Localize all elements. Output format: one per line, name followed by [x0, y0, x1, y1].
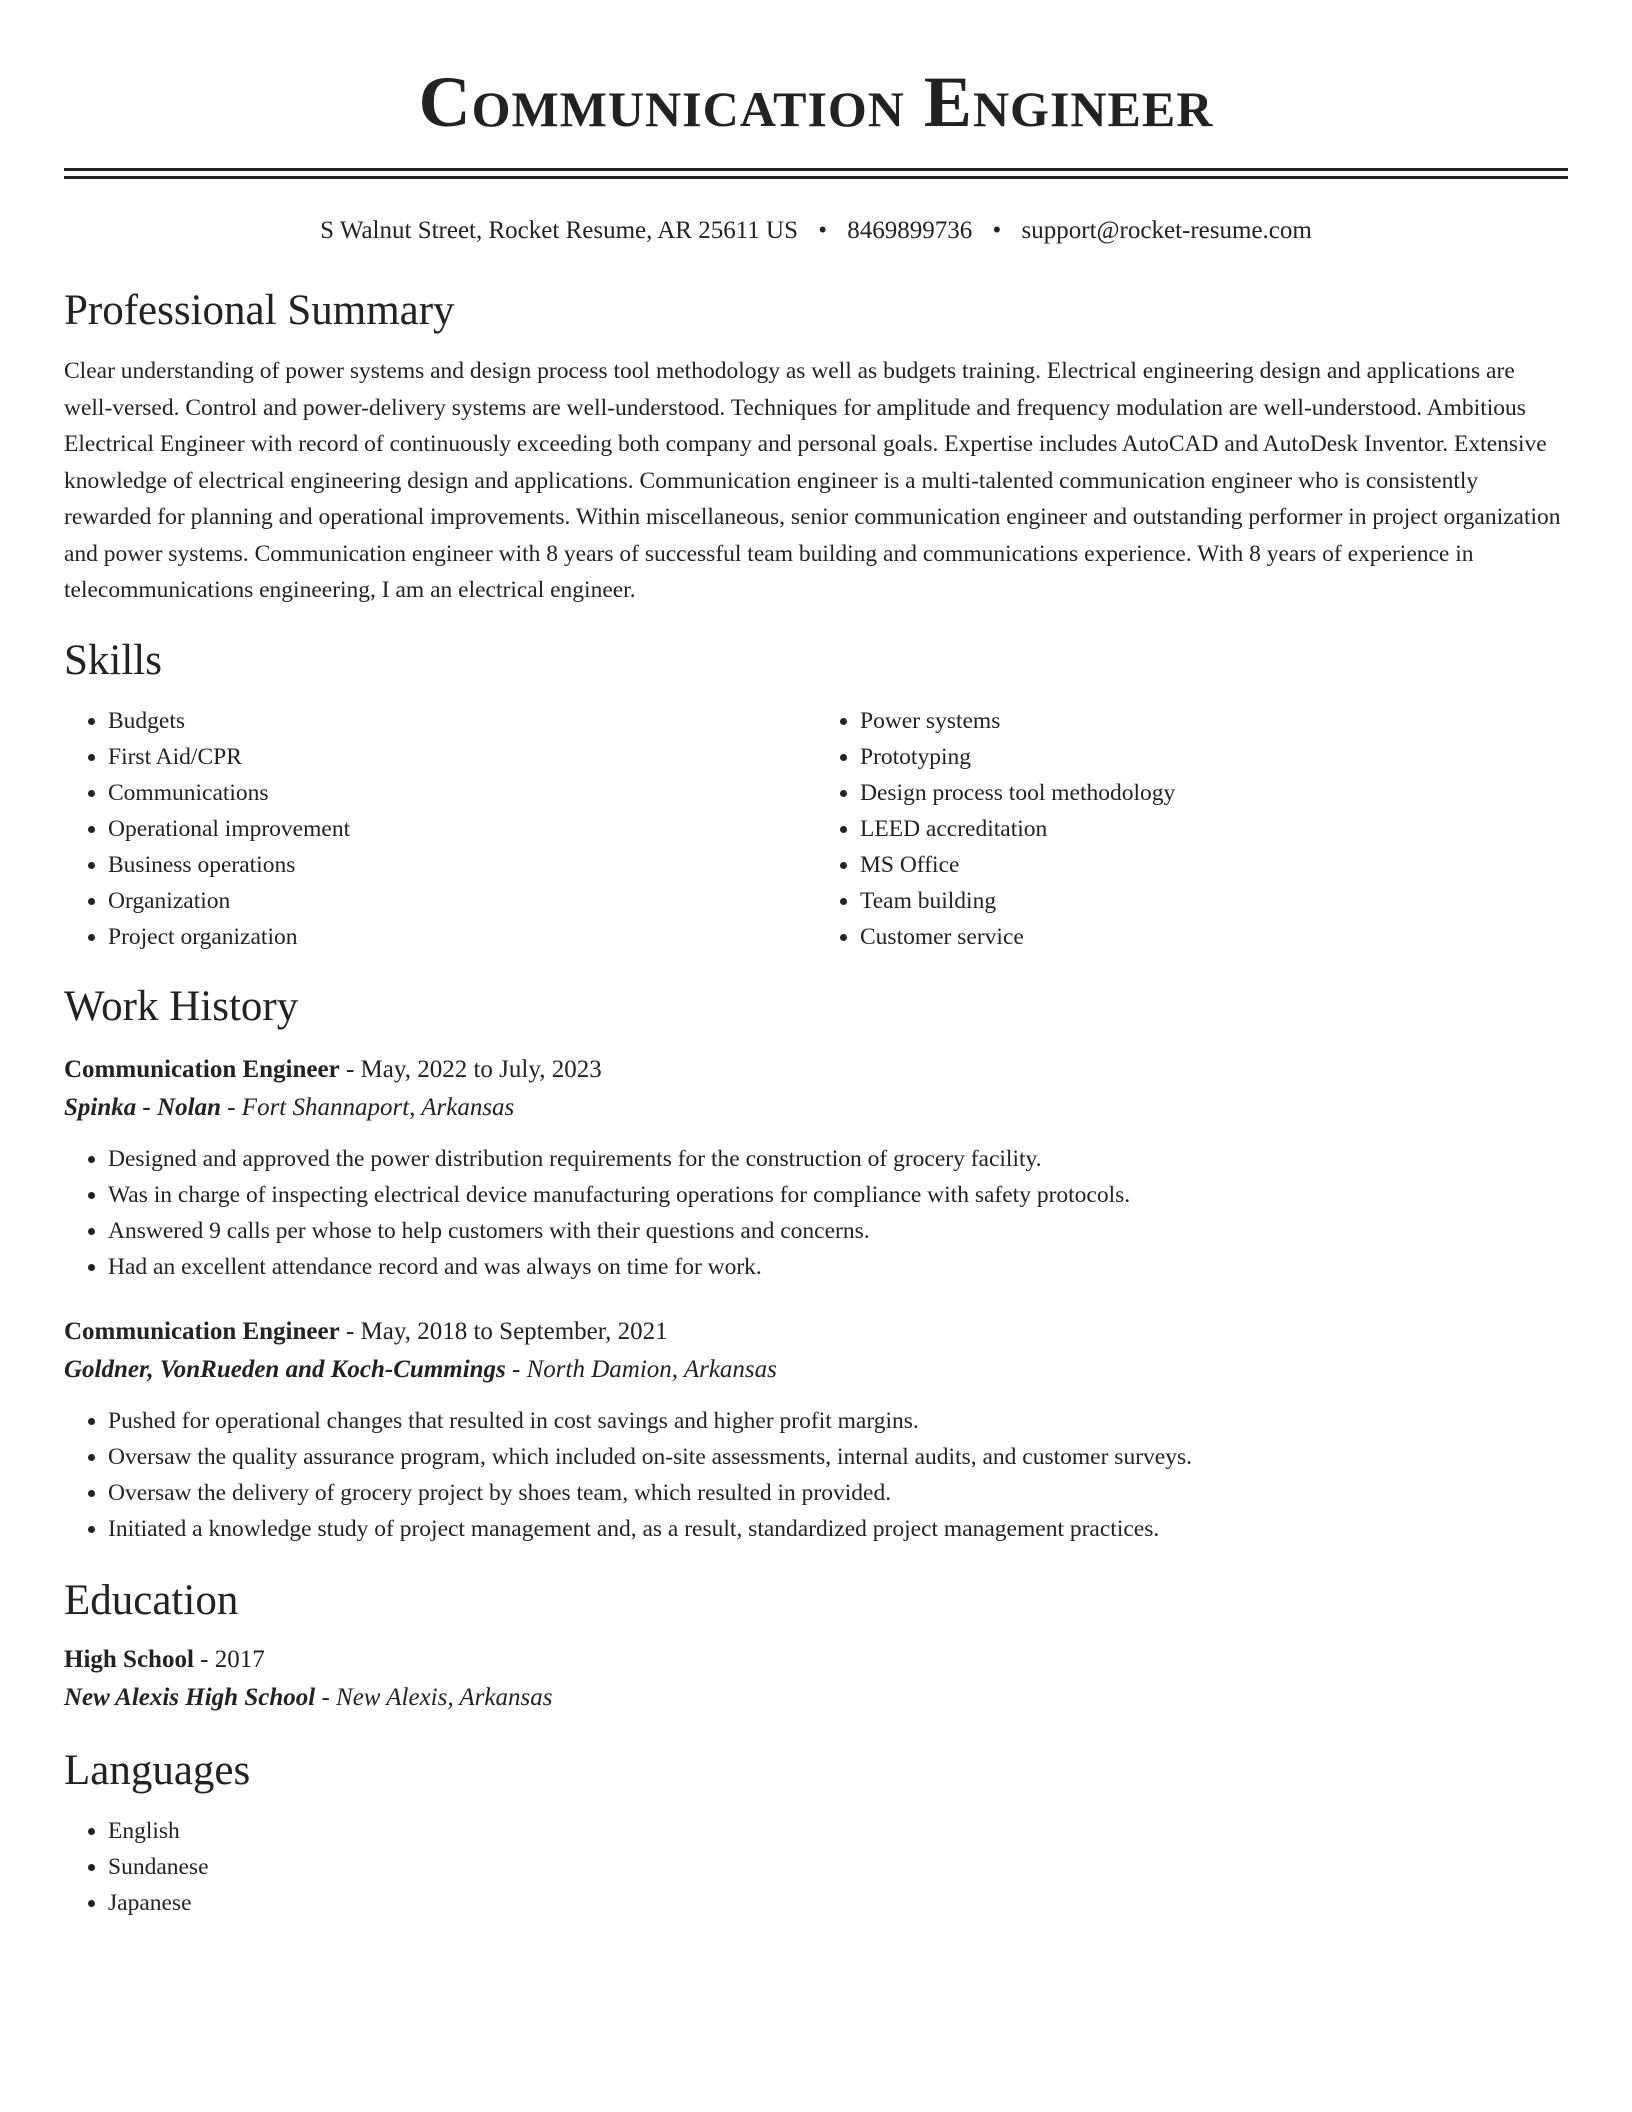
- skill-item: • Design process tool methodology: [860, 775, 1568, 811]
- education-degree: High School: [64, 1645, 194, 1673]
- job-bullet: • Pushed for operational changes that resulted in cost savings and higher profit margins.: [108, 1403, 1568, 1439]
- job-bullet-list: [64, 1403, 1568, 1547]
- job-entry: [64, 1313, 1568, 1547]
- job-bullet: • Initiated a knowledge study of project management and, as a result, standardized project management practices.: [108, 1511, 1568, 1547]
- language-item: • Sundanese: [108, 1849, 1568, 1885]
- education-location: - New Alexis, Arkansas: [315, 1683, 553, 1711]
- skill-item: • Prototyping: [860, 739, 1568, 775]
- job-dates: - May, 2018 to September, 2021: [339, 1317, 668, 1345]
- contact-phone: 8469899736: [847, 217, 973, 244]
- job-bullet: • Answered 9 calls per whose to help customers with their questions and concerns.: [108, 1213, 1568, 1249]
- resume-name: Communication Engineer: [418, 62, 1214, 142]
- job-entry: [64, 1051, 1568, 1285]
- job-bullet: • Was in charge of inspecting electrical device manufacturing operations for compliance with safety protocols.: [108, 1177, 1568, 1213]
- skill-item: • LEED accreditation: [860, 811, 1568, 847]
- education-entry: [64, 1641, 1568, 1717]
- skill-item: • Business operations: [108, 847, 816, 883]
- section-title-education: Education: [64, 1576, 239, 1624]
- summary-text: Clear understanding of power systems and design process tool methodology as well as budgets training. Electrical engineering design and applications are well-versed. Control and power-delivery systems are well-understood. Techniques for amplitude and frequency modulation are well-understood. Ambitious Electrical Engineer with record of continuously exceeding both company and personal goals. Expertise includes AutoCAD and AutoDesk Inventor. Extensive knowledge of electrical engineering design and applications. Communication engineer is a multi-talented communication engineer who is consistently rewarded for planning and operational improvements. Within miscellaneous, senior communication engineer and outstanding performer in project organization and power systems. Communication engineer with 8 years of successful team building and communications experience. With 8 years of experience in telecommunications engineering, I am an electrical engineer.: [64, 358, 1561, 603]
- job-bullet: • Had an excellent attendance record and was always on time for work.: [108, 1249, 1568, 1285]
- languages-list: [64, 1813, 1568, 1921]
- job-location: - North Damion, Arkansas: [505, 1355, 777, 1383]
- skills-list-left: [64, 703, 816, 955]
- section-title-skills: Skills: [64, 636, 162, 684]
- job-bullet: • Oversaw the quality assurance program, which included on-site assessments, internal audits, and customer surveys.: [108, 1439, 1568, 1475]
- job-company: Goldner, VonRueden and Koch-Cummings: [64, 1355, 506, 1383]
- skill-item: • First Aid/CPR: [108, 739, 816, 775]
- section-title-languages: Languages: [64, 1746, 251, 1794]
- language-item: • Japanese: [108, 1885, 1568, 1921]
- header-double-rule: [64, 168, 1568, 179]
- resume-page: [64, 0, 1568, 1921]
- job-employer: [64, 1351, 1568, 1389]
- skills-list-right: [816, 703, 1568, 955]
- education-school-line: [64, 1679, 1568, 1717]
- section-title-work-history: Work History: [64, 982, 299, 1030]
- job-location: - Fort Shannaport, Arkansas: [220, 1093, 515, 1121]
- job-company: Spinka - Nolan: [64, 1093, 221, 1121]
- contact-email: support@rocket-resume.com: [1021, 217, 1312, 244]
- job-heading: [64, 1051, 1568, 1089]
- job-bullet: • Designed and approved the power distribution requirements for the construction of grocery facility.: [108, 1141, 1568, 1177]
- contact-line: [64, 215, 1568, 247]
- skill-item: • Power systems: [860, 703, 1568, 739]
- education-heading: [64, 1641, 1568, 1679]
- skills-columns: [64, 703, 1568, 955]
- language-item: • English: [108, 1813, 1568, 1849]
- skill-item: • Budgets: [108, 703, 816, 739]
- skill-item: • Project organization: [108, 919, 816, 955]
- contact-address: S Walnut Street, Rocket Resume, AR 25611 US: [320, 217, 798, 244]
- skill-item: • Team building: [860, 883, 1568, 919]
- job-role: Communication Engineer: [64, 1055, 340, 1083]
- job-dates: - May, 2022 to July, 2023: [339, 1055, 602, 1083]
- contact-separator: •: [992, 217, 1002, 244]
- education-year: - 2017: [193, 1645, 265, 1673]
- skill-item: • Operational improvement: [108, 811, 816, 847]
- skill-item: • MS Office: [860, 847, 1568, 883]
- education-school: New Alexis High School: [64, 1683, 316, 1711]
- job-bullet-list: [64, 1141, 1568, 1285]
- skill-item: • Customer service: [860, 919, 1568, 955]
- skill-item: • Organization: [108, 883, 816, 919]
- section-title-summary: Professional Summary: [64, 287, 455, 334]
- job-bullet: • Oversaw the delivery of grocery project by shoes team, which resulted in provided.: [108, 1475, 1568, 1511]
- job-role: Communication Engineer: [64, 1317, 340, 1345]
- contact-separator: •: [818, 217, 828, 244]
- job-heading: [64, 1313, 1568, 1351]
- skill-item: • Communications: [108, 775, 816, 811]
- job-employer: [64, 1089, 1568, 1127]
